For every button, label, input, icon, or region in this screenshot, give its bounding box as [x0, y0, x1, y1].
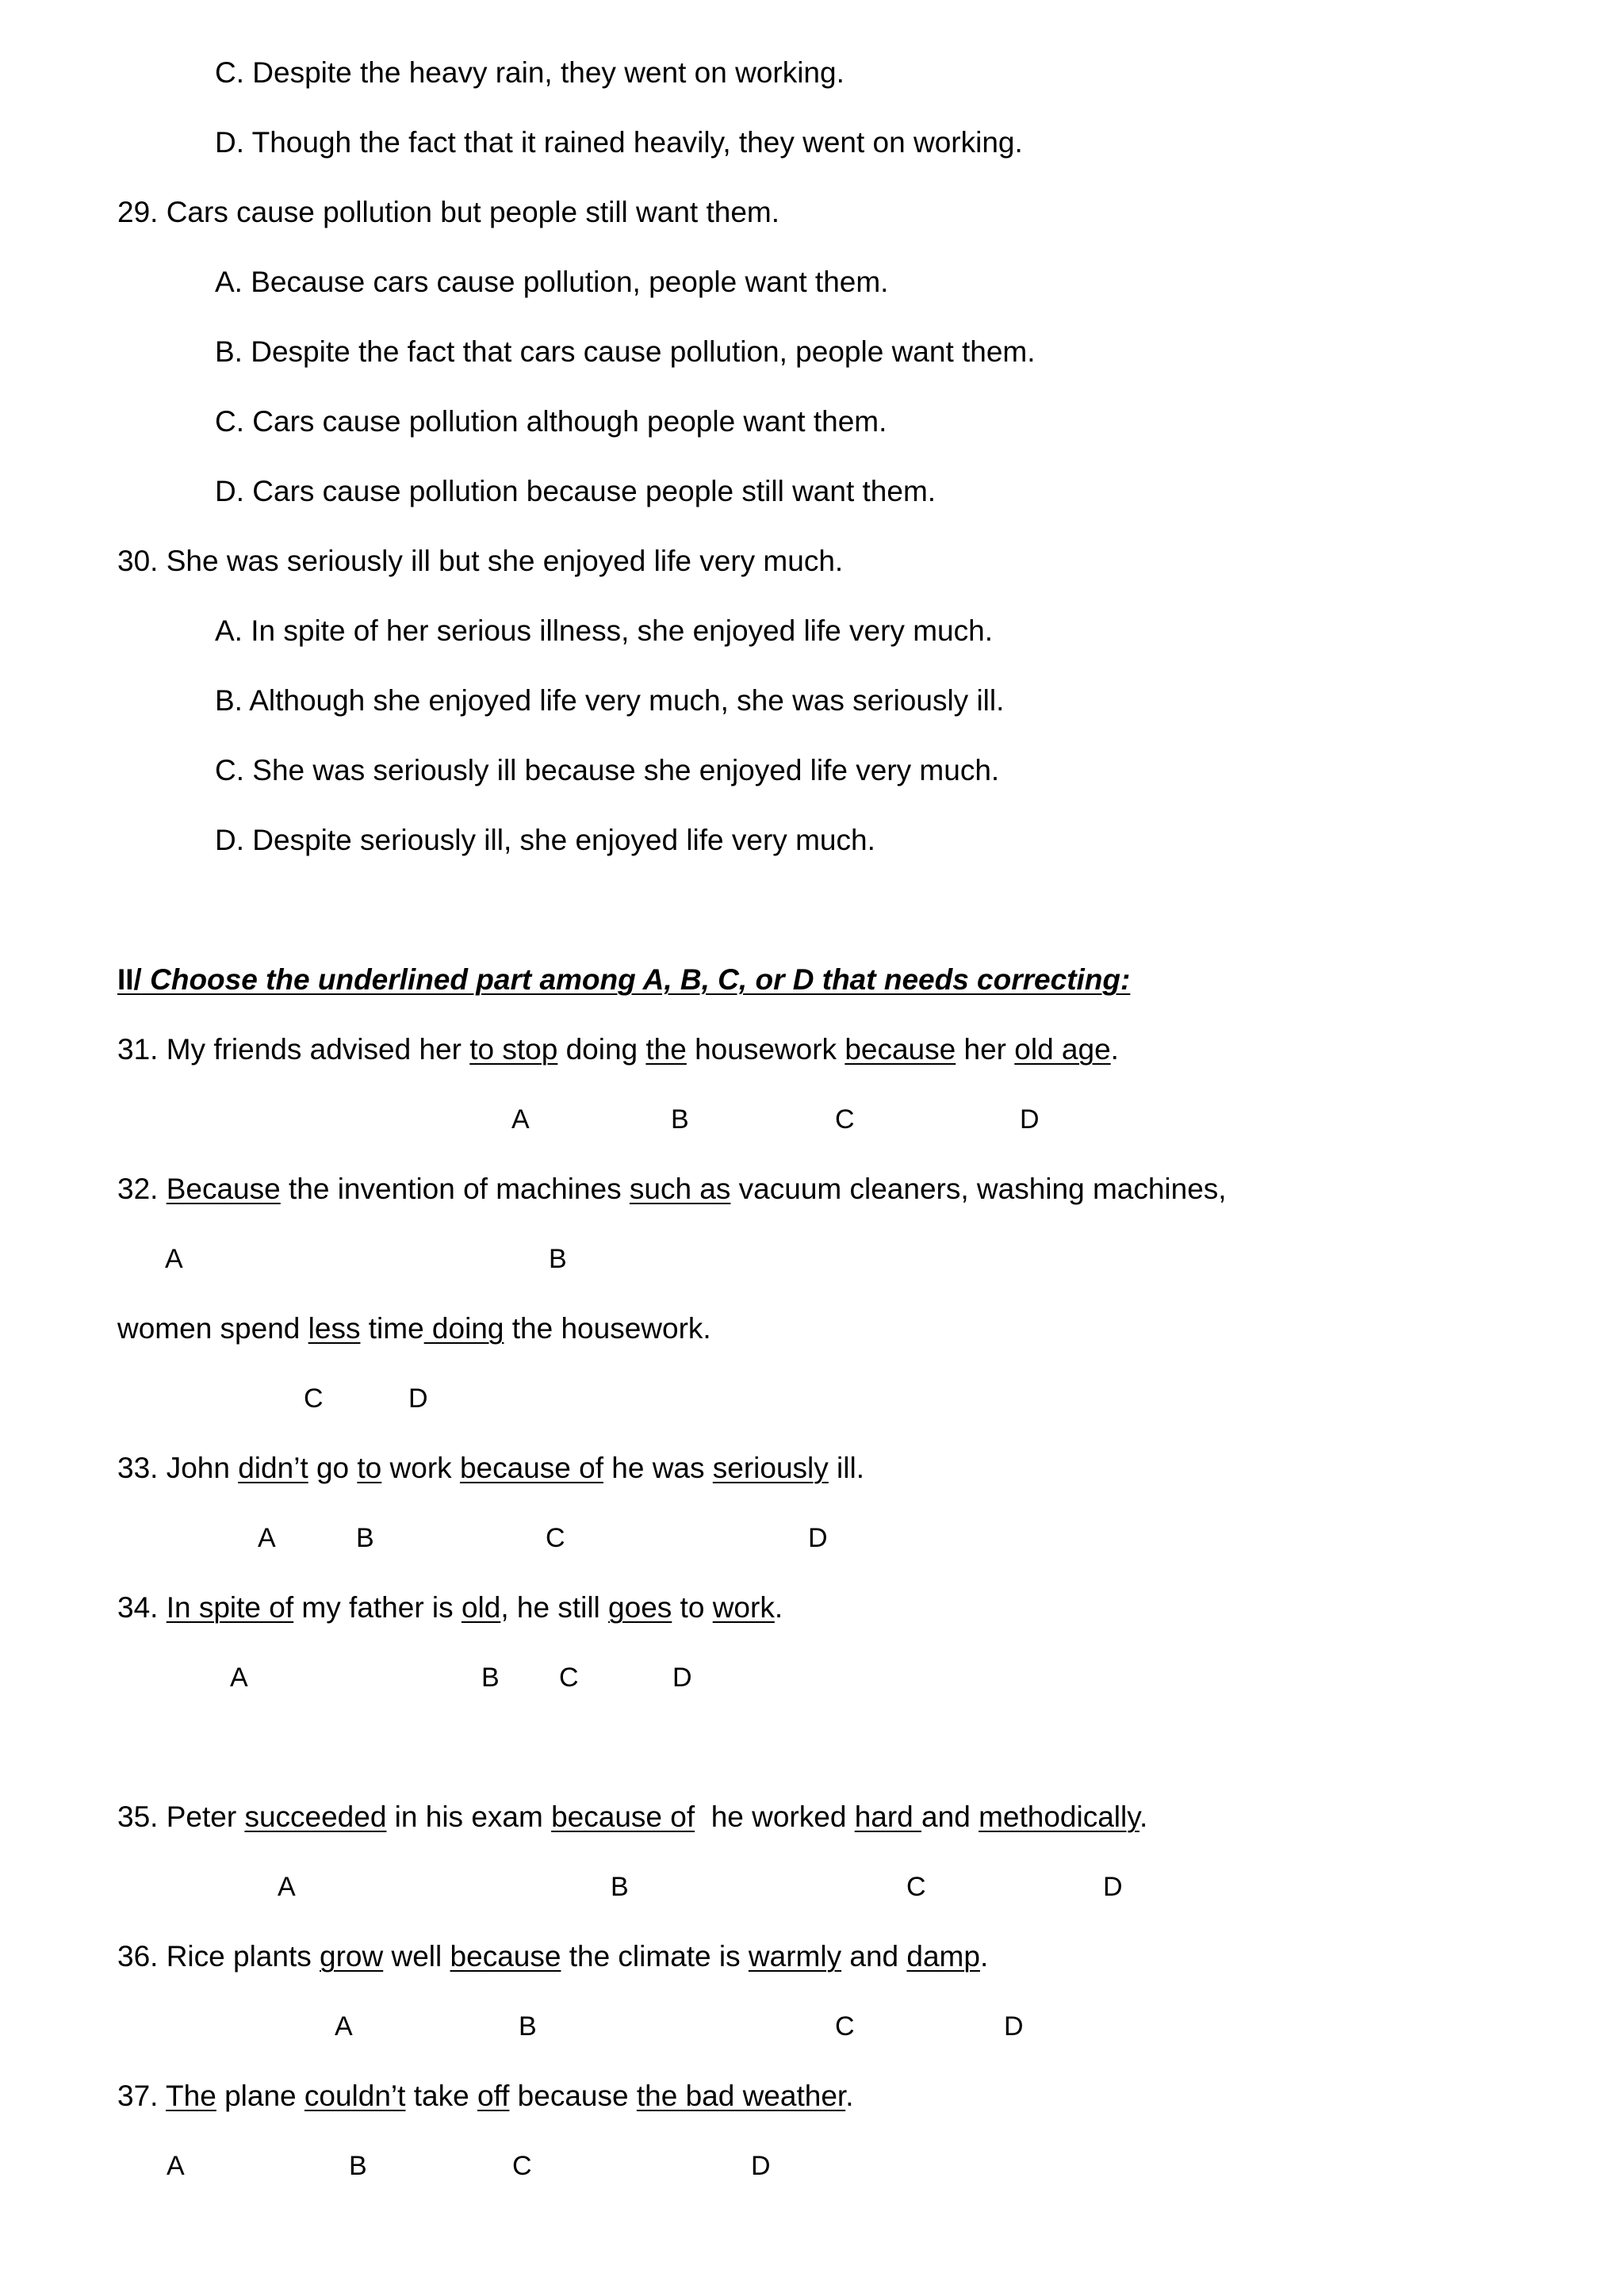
q37-text: take: [405, 2080, 477, 2112]
q34-text: to: [672, 1591, 713, 1624]
q34-text: .: [774, 1591, 783, 1624]
q36-text: the climate is: [561, 1940, 749, 1973]
q37-underlined-c: off: [477, 2080, 510, 2112]
q35-letter-c: C: [906, 1872, 926, 1902]
q37-text: 37.: [117, 2080, 167, 2112]
q35-text: and: [921, 1800, 979, 1833]
q31-sentence: [117, 1032, 1119, 1067]
q33-letter-d: D: [808, 1523, 828, 1553]
q29-option-a: A. Because cars cause pollution, people want them.: [215, 266, 889, 298]
q34-letter-row: [0, 1660, 1624, 1695]
q31-text: .: [1110, 1033, 1119, 1066]
q31-underlined-a: to stop: [469, 1033, 558, 1066]
q30-stem: 30. She was seriously ill but she enjoyed life very much.: [117, 545, 844, 577]
q32-underlined-c: less: [308, 1312, 361, 1345]
q36-underlined-d: damp: [906, 1940, 980, 1973]
q32-underlined-b: such as: [629, 1173, 731, 1205]
q36-sentence: [117, 1939, 988, 1974]
q32-text: vacuum cleaners, washing machines,: [730, 1173, 1227, 1205]
q36-text: and: [841, 1940, 907, 1973]
q29-option-b: B. Despite the fact that cars cause pollution, people want them.: [215, 335, 1036, 368]
q36-letter-d: D: [1004, 2011, 1024, 2042]
q35-letter-d: D: [1103, 1872, 1123, 1902]
q33-letter-b: B: [356, 1523, 374, 1553]
q31-letter-d: D: [1020, 1104, 1040, 1135]
q37-letter-c: C: [512, 2151, 532, 2181]
q35-underlined-b: because of: [551, 1800, 695, 1833]
q28-option-c: C. Despite the heavy rain, they went on working.: [215, 56, 845, 89]
q33-sentence: [117, 1451, 864, 1486]
q34-text: my father is: [293, 1591, 462, 1624]
q37-letter-b: B: [349, 2151, 367, 2181]
section-title: Choose the underlined part among A, B, C, or D that needs correcting:: [141, 963, 1131, 996]
q34-text: , he still: [500, 1591, 609, 1624]
q36-letter-a: A: [335, 2011, 353, 2042]
q34-text: 34.: [117, 1591, 167, 1624]
q30-option-b: B. Although she enjoyed life very much, she was seriously ill.: [215, 684, 1005, 717]
q33-underlined-d: seriously: [712, 1452, 829, 1484]
q30-option-a: A. In spite of her serious illness, she enjoyed life very much.: [215, 614, 993, 647]
section-heading: [117, 962, 1130, 997]
q34-underlined-c: goes: [608, 1591, 672, 1624]
q31-text: 31. My friends advised her: [117, 1033, 470, 1066]
q33-underlined-c: because of: [459, 1452, 603, 1484]
q32-text: the invention of machines: [280, 1173, 630, 1205]
q32-letter-row-1: [0, 1242, 1624, 1276]
q29-option-c: C. Cars cause pollution although people want them.: [215, 405, 887, 438]
q32-underlined-a: Because: [166, 1173, 281, 1205]
q28-option-d: D. Though the fact that it rained heavily, they went on working.: [215, 126, 1023, 159]
q35-letter-b: B: [611, 1872, 629, 1902]
q31-letter-c: C: [835, 1104, 855, 1135]
q37-letter-row: [0, 2149, 1624, 2183]
q32-sentence-line2: [117, 1311, 711, 1346]
q36-letter-b: B: [519, 2011, 537, 2042]
q37-letter-a: A: [167, 2151, 185, 2181]
q34-letter-d: D: [672, 1663, 692, 1693]
q32-sentence-line1: [117, 1172, 1227, 1207]
q31-text: housework: [686, 1033, 845, 1066]
q32-letter-row-2: [0, 1381, 1624, 1416]
q36-underlined-c: warmly: [748, 1940, 842, 1973]
q32-letter-c: C: [304, 1383, 324, 1414]
q31-text: doing: [557, 1033, 646, 1066]
q33-text: he was: [603, 1452, 713, 1484]
q34-letter-c: C: [559, 1663, 579, 1693]
q34-underlined-a: In spite of: [166, 1591, 294, 1624]
q34-underlined-b: old: [461, 1591, 501, 1624]
q37-underlined-a: The: [166, 2080, 216, 2112]
q33-text: work: [381, 1452, 460, 1484]
q33-text: ill.: [828, 1452, 865, 1484]
q29-option-d: D. Cars cause pollution because people still want them.: [215, 475, 936, 507]
q31-letter-b: B: [671, 1104, 689, 1135]
q36-text: .: [979, 1940, 989, 1973]
q32-letter-a: A: [165, 1244, 183, 1274]
q30-option-d: D. Despite seriously ill, she enjoyed life very much.: [215, 824, 875, 856]
q35-text: 35. Peter: [117, 1800, 245, 1833]
q33-text: go: [308, 1452, 358, 1484]
q32-text: women spend: [117, 1312, 308, 1345]
section-number: II/: [117, 963, 142, 996]
q30-option-c: C. She was seriously ill because she enjoyed life very much.: [215, 754, 1000, 786]
q33-text: 33. John: [117, 1452, 239, 1484]
q37-letter-d: D: [751, 2151, 771, 2181]
q31-text: her: [956, 1033, 1015, 1066]
q36-underlined-a: grow: [320, 1940, 384, 1973]
q35-letter-row: [0, 1869, 1624, 1904]
q37-sentence: [117, 2079, 853, 2114]
q35-sentence: [117, 1800, 1147, 1835]
q37-text: because: [509, 2080, 637, 2112]
q37-text: .: [845, 2080, 854, 2112]
q36-letter-row: [0, 2009, 1624, 2044]
q33-underlined-b: to: [357, 1452, 382, 1484]
q31-underlined-d: old age: [1014, 1033, 1111, 1066]
q33-underlined-a: didn’t: [238, 1452, 308, 1484]
q35-underlined-c: hard: [854, 1800, 922, 1833]
q34-letter-b: B: [481, 1663, 500, 1693]
q35-text: he worked: [695, 1800, 855, 1833]
q32-text: time: [360, 1312, 424, 1345]
q36-underlined-b: because: [450, 1940, 561, 1973]
q32-text: 32.: [117, 1173, 167, 1205]
q34-underlined-d: work: [712, 1591, 775, 1624]
q36-text: 36. Rice plants: [117, 1940, 320, 1973]
q36-text: well: [383, 1940, 450, 1973]
q35-text: .: [1139, 1800, 1148, 1833]
q35-text: in his exam: [386, 1800, 552, 1833]
q37-underlined-b: couldn’t: [304, 2080, 406, 2112]
q35-letter-a: A: [278, 1872, 296, 1902]
q33-letter-c: C: [546, 1523, 565, 1553]
q32-text: the housework.: [504, 1312, 711, 1345]
q32-letter-b: B: [549, 1244, 567, 1274]
q37-text: plane: [216, 2080, 304, 2112]
q33-letter-a: A: [258, 1523, 276, 1553]
q31-underlined-b: the: [645, 1033, 687, 1066]
q32-letter-d: D: [408, 1383, 428, 1414]
q33-letter-row: [0, 1521, 1624, 1556]
q34-letter-a: A: [230, 1663, 248, 1693]
q29-stem: 29. Cars cause pollution but people still want them.: [117, 196, 780, 228]
q35-underlined-a: succeeded: [244, 1800, 387, 1833]
q31-letter-a: A: [511, 1104, 530, 1135]
q36-letter-c: C: [835, 2011, 855, 2042]
q35-underlined-d: methodically: [979, 1800, 1139, 1833]
q37-underlined-d: the bad weather: [636, 2080, 846, 2112]
q31-letter-row: [0, 1102, 1624, 1137]
q32-underlined-d: doing: [423, 1312, 504, 1345]
q31-underlined-c: because: [845, 1033, 956, 1066]
q34-sentence: [117, 1590, 783, 1625]
